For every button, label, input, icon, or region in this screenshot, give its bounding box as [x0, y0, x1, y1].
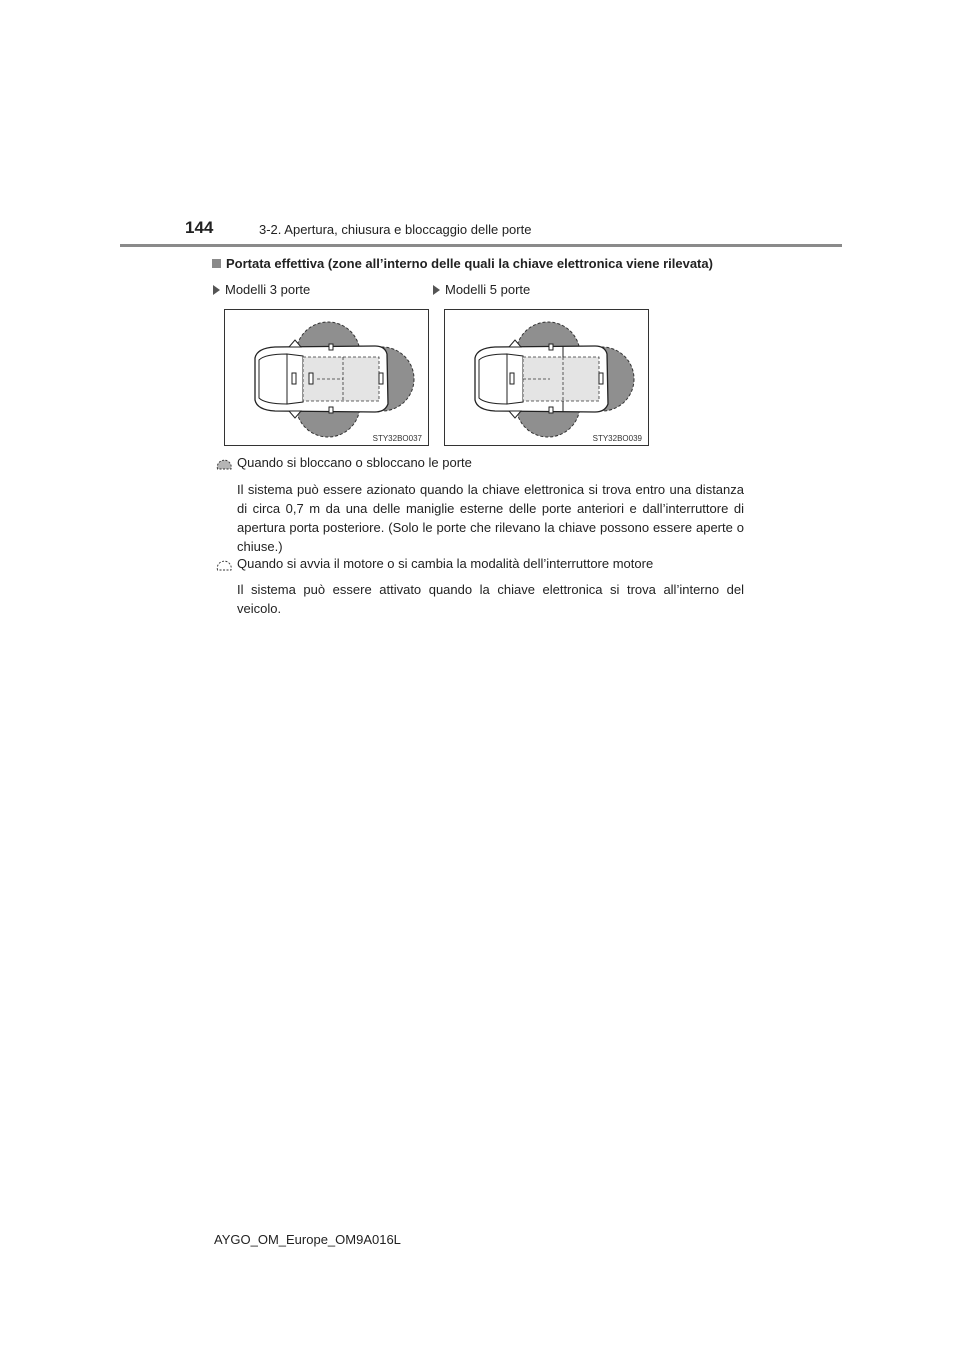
dashed-circle-icon [216, 454, 232, 470]
heading-text: Portata effettiva (zone all’interno delle quali la chiave elettronica viene rilevata) [226, 256, 713, 271]
header-rule [120, 244, 842, 247]
car-hood [259, 354, 287, 404]
section-title: 3-2. Apertura, chiusura e bloccaggio delle porte [259, 222, 532, 237]
antenna-interior-center [309, 373, 313, 384]
item-title-text: Quando si bloccano o sbloccano le porte [237, 455, 472, 470]
model-label-3-doors [213, 282, 310, 297]
antenna-interior-front [510, 373, 514, 384]
car-windshield [507, 354, 523, 404]
dashed-circle-icon [216, 555, 232, 571]
model-label-text: Modelli 3 porte [225, 282, 311, 297]
antenna-door-bottom [549, 407, 553, 413]
figure-code: STY32BO037 [372, 434, 422, 443]
model-label-text: Modelli 5 porte [445, 282, 531, 297]
antenna-interior-front [292, 373, 296, 384]
footer-document-code: AYGO_OM_Europe_OM9A016L [214, 1232, 401, 1247]
antenna-door-bottom [329, 407, 333, 413]
antenna-rear [599, 373, 603, 384]
item-title-text: Quando si avvia il motore o si cambia la modalità dell’interruttore motore [237, 556, 654, 571]
car-interior [303, 357, 379, 401]
item-paragraph-engine-start: Il sistema può essere attivato quando la chiave elettronica si trova all’interno del veicolo. [237, 582, 744, 616]
section-heading [212, 256, 713, 271]
car-detection-zone-diagram [225, 310, 430, 447]
antenna-door-top [549, 344, 553, 350]
car-detection-zone-diagram [445, 310, 650, 447]
antenna-door-top [329, 344, 333, 350]
item-paragraph-lock-unlock: Il sistema può essere azionato quando la chiave elettronica si trova entro una distanza di circa 0,7 m da una delle maniglie esterne delle porte anteriori e dall’interruttore di apertura porta posteriore. (Solo le porte che rilevano la chiave possono essere aperte o chiuse.) [237, 482, 744, 554]
triangle-bullet-icon [213, 285, 220, 295]
figure-code: STY32BO039 [592, 434, 642, 443]
car-hood [479, 354, 507, 404]
triangle-bullet-icon [433, 285, 440, 295]
figure-3-doors [224, 309, 429, 446]
page-number: 144 [185, 218, 214, 237]
figure-5-doors [444, 309, 649, 446]
square-bullet-icon [212, 259, 221, 268]
antenna-rear [379, 373, 383, 384]
model-label-5-doors [433, 282, 530, 297]
